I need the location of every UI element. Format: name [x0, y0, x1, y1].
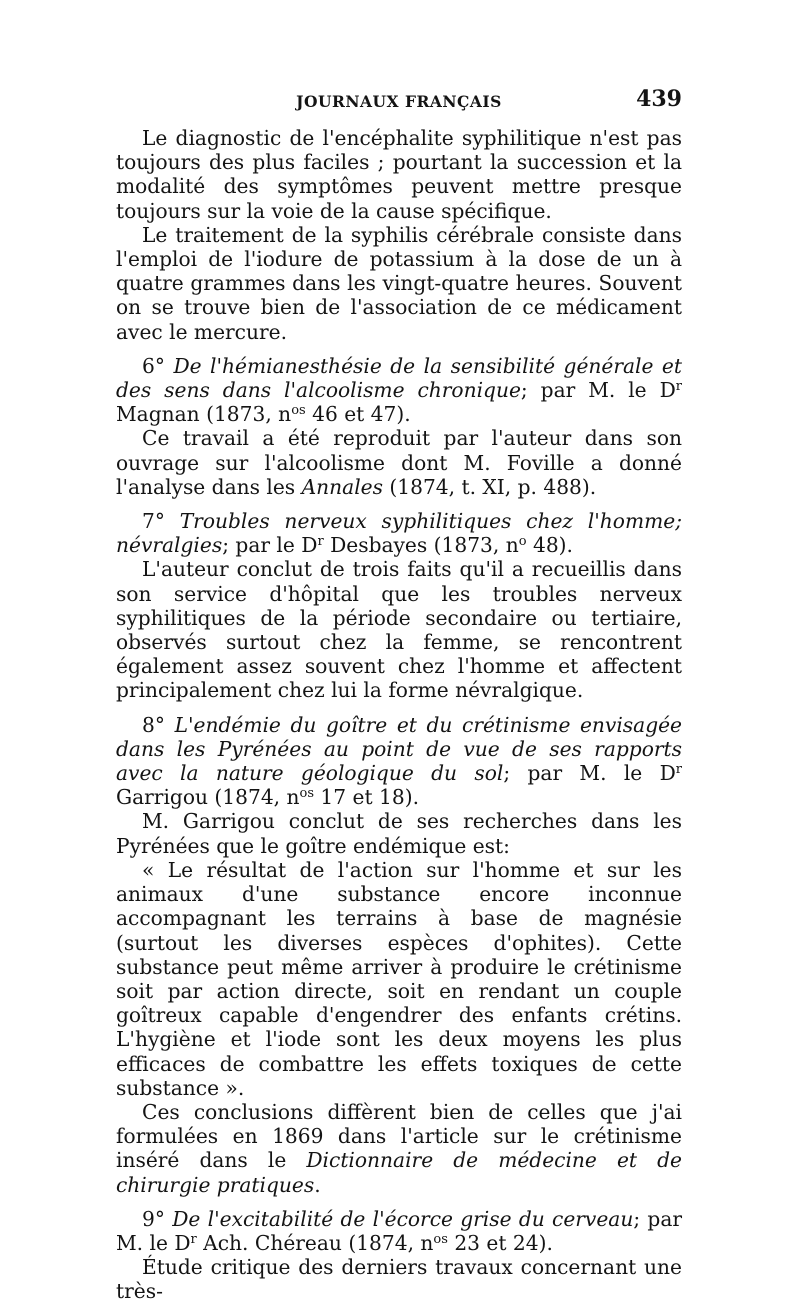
entry-8 [116, 713, 682, 810]
entry-9-rest: ; par M. le D [116, 1206, 683, 1255]
entry-9-ref-end: 23 et 24). [447, 1230, 553, 1255]
paragraph-conclusion-7: L'auteur conclut de trois faits qu'il a recueillis dans son service d'hôpital que les troubles nerveux syphilitiques de la période secondaire ou tertiaire, observés surtout chez la femme, se rencontrent également assez souvent chez l'homme et affectent principalement chez lui la forme névralgique. [116, 557, 682, 703]
entry-7-ref: Desbayes (1873, n [323, 533, 519, 558]
entry-9-title: De l'excitabilité de l'écorce grise du cerveau [172, 1206, 634, 1231]
paragraph-conclusions-b: . [314, 1172, 321, 1197]
body-text [116, 126, 682, 1304]
paragraph-etude: Étude critique des derniers travaux concernant une très- [116, 1255, 682, 1304]
entry-7-title: Troubles nerveux syphilitiques chez l'homme; névralgies [116, 509, 682, 558]
paragraph-foville-a: Ce travail a été reproduit par l'auteur dans son ouvrage sur l'alcoolisme dont M. Foville a donné l'analyse dans les [116, 426, 682, 499]
page-header [116, 86, 682, 120]
paragraph-conclusions [116, 1100, 682, 1197]
page-number: 439 [636, 86, 682, 112]
annales-title: Annales [301, 474, 383, 499]
entry-7-ref-sup: o [518, 534, 527, 550]
entry-6-number: 6° [142, 353, 165, 378]
paragraph-traitement: Le traitement de la syphilis cérébrale consiste dans l'emploi de l'iodure de potassium à la dose de un à quatre grammes dans les vingt-quatre heures. Souvent on se trouve bien de l'association de ce médicament avec le mercure. [116, 222, 682, 344]
entry-7 [116, 509, 682, 557]
entry-6 [116, 354, 682, 427]
paragraph-quotation: « Le résultat de l'action sur l'homme et sur les animaux d'une substance encore inconnue accompagnant les terrains à base de magnésie (surtout les diverses espèces d'ophites). Cette substance peut même arriver à produire le crétinisme soit par action directe, soit en rendant un couple goîtreux capable d'engendrer des enfants crétins. L'hygiène et l'iode sont les deux moyens les plus efficaces de combattre les effets toxiques de cette substance ». [116, 857, 682, 1100]
entry-8-title: L'endémie du goître et du crétinisme envisagée dans les Pyrénées au point de vue de ses rapports avec la nature géologique du sol [116, 712, 683, 786]
entry-9-rest2: Ach. Chéreau (1874, n [196, 1230, 434, 1255]
entry-7-rest: ; par le D [222, 533, 318, 558]
entry-7-number: 7° [142, 509, 165, 534]
entry-8-ref-end: 17 et 18). [314, 785, 419, 810]
paragraph-conclusions-a: Ces conclusions diffèrent bien de celles que j'ai formulées en 1869 dans l'article sur le crétinisme inséré dans le [116, 1099, 682, 1173]
paragraph-foville [116, 426, 682, 499]
entry-6-author-sup: r [675, 379, 682, 395]
entry-8-ref: Garrigou (1874, n [116, 785, 300, 810]
entry-8-sup: r [675, 762, 682, 778]
entry-7-sup: r [317, 534, 324, 550]
entry-6-author: ; par M. le D [520, 378, 676, 403]
entry-6-ref-sup: os [291, 403, 306, 419]
entry-9-ref-sup: os [433, 1231, 448, 1247]
entry-8-number: 8° [142, 712, 165, 737]
paragraph-diagnostic: Le diagnostic de l'encéphalite syphilitique n'est pas toujours des plus faciles ; pourtant la succession et la modalité des symptômes peuvent mettre presque toujours sur la voie de la cause spécifique. [116, 126, 682, 223]
entry-6-ref-end: 46 et 47). [305, 402, 411, 427]
entry-6-title: De l'hémianesthésie de la sensibilité générale et des sens dans l'alcoolisme chronique [116, 353, 682, 403]
entry-9-sup: r [190, 1231, 197, 1247]
entry-8-rest: ; par M. le D [503, 761, 676, 786]
entry-9-number: 9° [142, 1206, 165, 1231]
paragraph-garrigou: M. Garrigou conclut de ses recherches dans les Pyrénées que le goître endémique est: [116, 809, 682, 858]
entry-6-ref: Magnan (1873, n [116, 402, 292, 427]
entry-8-ref-sup: os [299, 786, 315, 802]
running-title: JOURNAUX FRANÇAIS [296, 92, 502, 111]
entry-9 [116, 1207, 682, 1255]
dictionnaire-title: Dictionnaire de médecine et de chirurgie pratiques [116, 1148, 682, 1197]
paragraph-foville-b: (1874, t. XI, p. 488). [382, 474, 597, 499]
entry-7-ref-end: 48). [526, 533, 573, 558]
